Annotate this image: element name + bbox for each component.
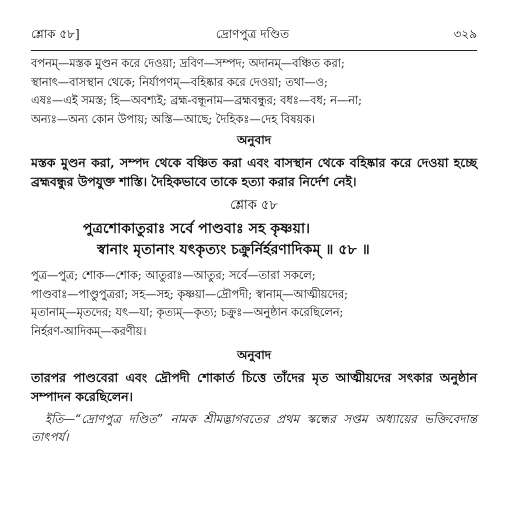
synonym-line: স্থানাৎ—বাসস্থান থেকে; নির্যাপণম্—বহিষ্কার করে দেওয়া; তথা—ও;: [31, 75, 328, 89]
translation-heading: অনুবাদ: [236, 348, 272, 362]
verse-line: পুত্রশোকাতুরাঃ সর্বে পাণ্ডবাঃ সহ কৃষ্ণয়া।: [83, 221, 311, 237]
chapter-title: দ্রোণপুত্র দণ্ডিত: [215, 27, 290, 41]
synonym-line: বপনম্—মস্তক মুণ্ডন করে দেওয়া; দ্রবিণ—সম্পদ; অদানম্—বঞ্চিত করা;: [31, 57, 345, 70]
translation-heading: অনুবাদ: [236, 133, 272, 147]
verse-heading: শ্লোক ৫৮: [230, 198, 278, 213]
translation-text: তারপর পাণ্ডবেরা এবং দ্রৌপদী শোকার্ত চিত্তে তাঁদের মৃত আত্মীয়দের সৎকার অনুষ্ঠান সম্পাদন করেছিলেন।: [31, 370, 477, 404]
synonym-line: নির্হরণ-আদিকম্—করণীয়।: [31, 324, 147, 338]
synonym-line: পুত্র—পুত্র; শোক—শোক; আতুরাঃ—আতুর; সর্বে—তারা সকলে;: [31, 269, 316, 282]
chapter-colophon: ইতি—“দ্রোণপুত্র দণ্ডিত” নামক শ্রীমদ্ভাগবতের প্রথম স্কন্ধের সপ্তম অধ্যায়ের ভক্তিবেদান্ত তাৎপর্য।: [31, 412, 477, 444]
synonym-line: অন্যঃ—অন্য কোন উপায়; অস্তি—আছে; দৈহিকঃ—দেহ বিষয়ক।: [31, 112, 316, 126]
synonyms-block-2: [31, 267, 477, 341]
verse-text: [31, 219, 477, 261]
header-divider: [31, 50, 477, 51]
synonym-line: পাণ্ডবাঃ—পাণ্ডুপুত্ররা; সহ—সহ; কৃষ্ণয়া—দ্রৌপদী; স্বানাম্—আত্মীয়দের;: [31, 287, 348, 301]
translation-text: মস্তক মুণ্ডন করা, সম্পদ থেকে বঞ্চিত করা এবং বাসস্থান থেকে বহিষ্কার করে দেওয়া হচ্ছে ব্রহ্মবন্ধুর উপযুক্ত শাস্তি। দৈহিকভাবে তাকে হত্যা করার নির্দেশ নেই।: [31, 155, 477, 189]
verse-line: স্বানাং মৃতানাং যৎকৃত্যং চক্রুর্নির্হরণাদিকম্ ॥ ৫৮ ॥: [97, 242, 370, 258]
page-number: ৩২৯: [453, 27, 477, 41]
synonym-line: মৃতানাম্—মৃতদের; যৎ—যা; কৃত্যম্—কৃত্য; চক্রুঃ—অনুষ্ঠান করেছিলেন;: [31, 306, 344, 319]
header-verse-ref: শ্লোক ৫৮]: [31, 27, 80, 41]
synonyms-block-1: [31, 55, 477, 129]
synonym-line: এষঃ—এই সমস্ত; হি—অবশ্যই; ব্রহ্ম-বন্ধূনাম—ব্রহ্মবন্ধুর; বধঃ—বধ; ন—না;: [31, 94, 362, 107]
